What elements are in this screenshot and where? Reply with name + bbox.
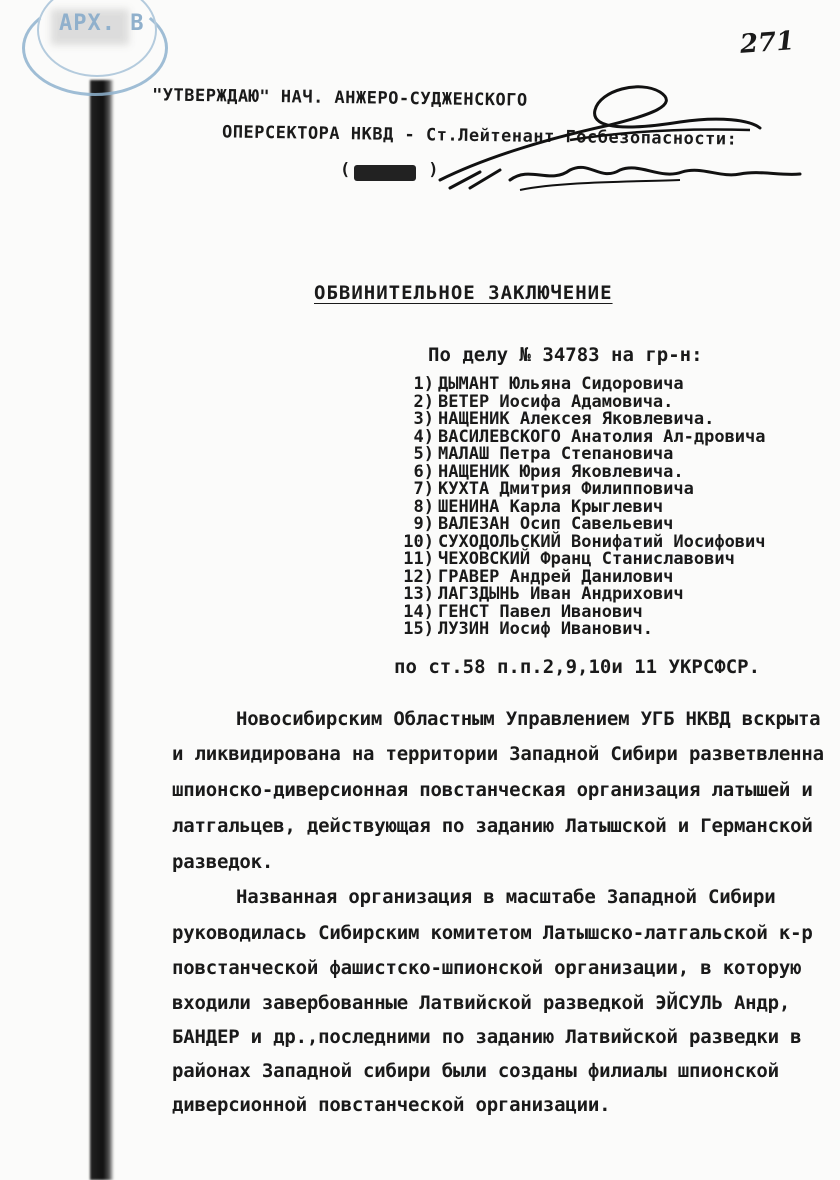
accused-number: 12) — [403, 566, 434, 587]
body-line: диверсионной повстанческой организации. — [172, 1094, 611, 1116]
accused-name: ЛУЗИН Иосиф Иванович. — [438, 619, 653, 639]
accused-name: СУХОДОЛЬСКИЙ Вонифатий Иосифович — [438, 531, 766, 552]
document-title: ОБВИНИТЕЛЬНОЕ ЗАКЛЮЧЕНИЕ — [314, 282, 613, 304]
body-line: и ликвидирована на территории Западной Сибири разветвленна — [172, 743, 824, 765]
body-line: Новосибирским Областным Управлением УГБ НКВД вскрыта — [236, 708, 821, 730]
body-line: входили завербованные Латвийской разведкой ЭЙСУЛЬ Андр, — [172, 992, 791, 1014]
accused-number: 3) — [413, 409, 434, 429]
body-line: повстанческой фашистско-шпионской организации, в которую — [172, 957, 802, 979]
accused-number: 11) — [403, 549, 434, 569]
accused-number: 6) — [413, 461, 434, 482]
accused-number: 8) — [413, 496, 434, 517]
body-line: разведок. — [172, 851, 274, 873]
accused-number: 7) — [413, 479, 434, 499]
accused-name: ЛАГЗДЫНЬ Иван Андрихович — [438, 584, 684, 604]
accused-number: 9) — [413, 514, 434, 534]
accused-name: ЧЕХОВСКИЙ Франц Станиславович — [438, 549, 735, 569]
case-reference: По делу № 34783 на гр-н: — [428, 344, 703, 366]
accused-number: 2) — [413, 391, 434, 412]
accused-item — [390, 621, 766, 639]
page-number: 271 — [739, 26, 796, 60]
accused-name: НАЩЕНИК Юрия Яковлевича. — [438, 461, 684, 482]
accused-name: НАЩЕНИК Алексея Яковлевича. — [438, 409, 715, 429]
accused-number: 5) — [413, 444, 434, 464]
body-line: руководилась Сибирским комитетом Латышско-латгальской к-р — [172, 922, 813, 944]
accused-name: МАЛАШ Петра Степановича — [438, 444, 674, 464]
accused-number: 1) — [413, 374, 434, 394]
accused-number: 15) — [403, 619, 434, 639]
approval-open-paren: ( — [340, 160, 351, 180]
accused-name: ГРАВЕР Андрей Данилович — [438, 566, 674, 587]
accused-list — [390, 376, 766, 639]
approval-close-paren: ) — [428, 160, 439, 180]
accused-name: ВАСИЛЕВСКОГО Анатолия Ал-дровича — [438, 426, 766, 447]
redacted-name — [354, 165, 416, 181]
body-line: Названная организация в масштабе Западной Сибири — [236, 886, 776, 908]
body-line: БАНДЕР и др.,последними по заданию Латвийской разведки в — [172, 1026, 802, 1048]
accused-name: ГЕНСТ Павел Иванович — [438, 601, 643, 622]
handwritten-signature — [420, 70, 820, 200]
accused-number: 14) — [403, 601, 434, 622]
approval-line-1: "УТВЕРЖДАЮ" НАЧ. АНЖЕРО-СУДЖЕНСКОГО — [151, 85, 528, 111]
accused-number: 10) — [403, 531, 434, 552]
accused-name: ВЕТЕР Иосифа Адамовича. — [438, 391, 674, 412]
accused-number: 13) — [403, 584, 434, 604]
body-line: районах Западной сибири были созданы филиалы шпионской — [172, 1060, 779, 1082]
archive-stamp — [22, 0, 168, 96]
approval-line-2: ОПЕРСЕКТОРА НКВД - Ст.Лейтенант Госбезопасности: — [221, 122, 738, 150]
archive-stamp-text: АРХ. В — [59, 11, 145, 36]
accused-number: 4) — [413, 426, 434, 447]
body-line: шпионско-диверсионная повстанческая организация латышей и — [172, 779, 813, 801]
scan-edge-shadow — [90, 80, 114, 1180]
accused-name: КУХТА Дмитрия Филипповича — [438, 479, 694, 499]
accused-name: ДЫМАНТ Юльяна Сидоровича — [438, 374, 684, 394]
accused-name: ВАЛЕЗАН Осип Савельевич — [438, 514, 674, 534]
criminal-code-articles: по ст.58 п.п.2,9,10и 11 УКРСФСР. — [394, 656, 761, 678]
accused-name: ШЕНИНА Карла Крыглевич — [438, 496, 664, 517]
body-line: латгальцев, действующая по заданию Латышской и Германской — [172, 815, 813, 837]
